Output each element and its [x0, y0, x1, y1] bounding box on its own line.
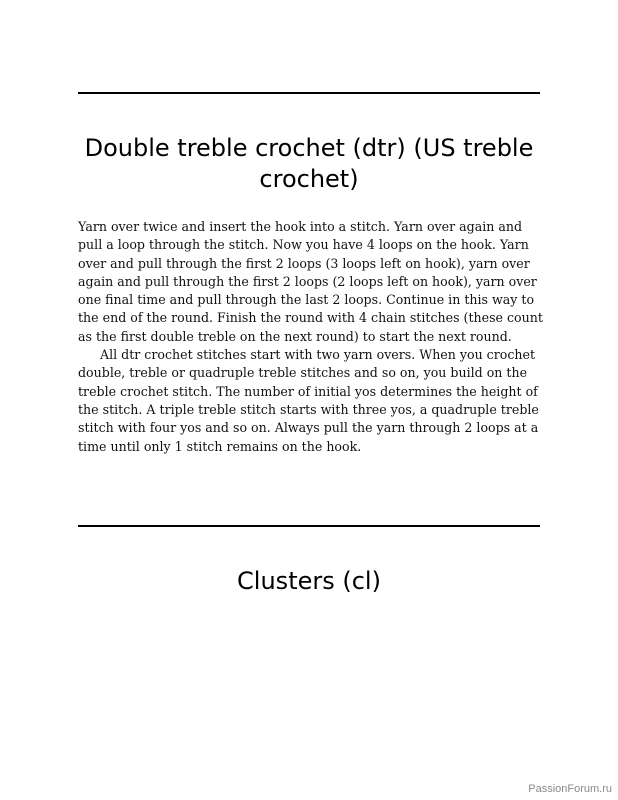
top-divider	[78, 92, 540, 94]
section-body	[78, 218, 548, 456]
paragraph-instructions: Yarn over twice and insert the hook into a stitch. Yarn over again and pull a loop through the stitch. Now you have 4 loops on the hook. Yarn over and pull through the first 2 loops (3 loops left on hook), yarn over again and pull through the first 2 loops (2 loops left on hook), yarn over one final time and pull through the last 2 loops. Continue in this way to the end of the round. Finish the round with 4 chain stitches (these count as the first double treble on the next round) to start the next round.	[78, 219, 543, 344]
middle-divider	[78, 525, 540, 527]
section-heading-double-treble: Double treble crochet (dtr) (US treble crochet)	[84, 134, 534, 193]
watermark: PassionForum.ru	[528, 783, 612, 795]
section-heading-clusters: Clusters (cl)	[237, 567, 381, 595]
paragraph-notes: All dtr crochet stitches start with two yarn overs. When you crochet double, treble or quadruple treble stitches and so on, you build on the treble crochet stitch. The number of initial yos determines the height of the stitch. A triple treble stitch starts with three yos, a quadruple treble stitch with four yos and so on. Always pull the yarn through 2 loops at a time until only 1 stitch remains on the hook.	[78, 347, 539, 454]
